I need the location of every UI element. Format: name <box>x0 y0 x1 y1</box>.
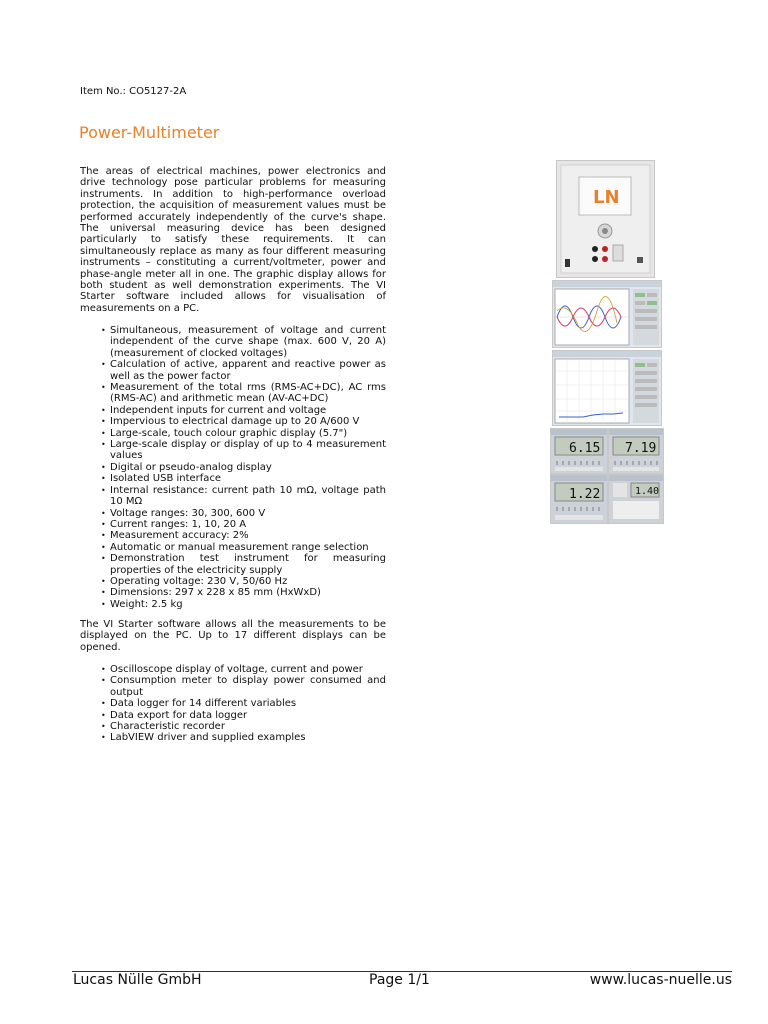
meter-screenshot <box>608 474 664 524</box>
list-item: • Current ranges: 1, 10, 20 A <box>80 519 386 530</box>
list-item: • Consumption meter to display power consumed and output <box>80 675 386 698</box>
list-item: • Data export for data logger <box>80 710 386 721</box>
software-feature-list <box>80 664 386 744</box>
list-item: • Digital or pseudo-analog display <box>80 462 386 473</box>
list-item: • Large-scale, touch colour graphic display (5.7") <box>80 428 386 439</box>
list-item: • Automatic or manual measurement range selection <box>80 542 386 553</box>
item-number: Item No.: CO5127-2A <box>80 86 187 97</box>
feature-list <box>80 325 386 610</box>
meter-reading: 1.22 <box>569 487 601 502</box>
datalogger-screenshot <box>552 350 662 426</box>
footer-website: www.lucas-nuelle.us <box>589 972 732 988</box>
meter-reading: 7.19 <box>625 441 657 456</box>
list-item: • Measurement of the total rms (RMS-AC+DC), AC rms (RMS-AC) and arithmetic mean (AV-AC+DC) <box>80 382 386 405</box>
list-item: • Isolated USB interface <box>80 473 386 484</box>
list-item: • Demonstration test instrument for measuring properties of the electricity supply <box>80 553 386 576</box>
list-item: • Weight: 2.5 kg <box>80 599 386 610</box>
meter-screenshot <box>608 428 664 474</box>
meter-reading: 6.15 <box>569 441 601 456</box>
software-paragraph: The VI Starter software allows all the measurements to be displayed on the PC. Up to 17 different displays can be opened. <box>80 619 386 653</box>
list-item: • Voltage ranges: 30, 300, 600 V <box>80 508 386 519</box>
list-item: • Measurement accuracy: 2% <box>80 530 386 541</box>
page-title: Power-Multimeter <box>79 123 220 142</box>
list-item: • Large-scale display or display of up to 4 measurement values <box>80 439 386 462</box>
meter-screenshot <box>550 428 608 474</box>
device-photo <box>556 160 655 278</box>
footer-page-number: Page 1/1 <box>369 972 430 988</box>
intro-paragraph: The areas of electrical machines, power electronics and drive technology pose particular problems for measuring instruments. In addition to high-performance overload protection, the acquisition of measurement values must be performed accurately independently of the curve's shape. The universal measuring device has been designed particularly to satisfy these requirements. It can simultaneously replace as many as four different measuring instruments – constituting a current/voltmeter, power and phase-angle meter all in one. The graphic display allows for both student as well demonstration experiments. The VI Starter software included allows for visualisation of measurements on a PC. <box>80 166 386 314</box>
list-item: • Simultaneous, measurement of voltage and current independent of the curve shape (max. 600 V, 20 A) (measurement of clocked voltages) <box>80 325 386 359</box>
meter-reading: 1.40 <box>635 486 660 497</box>
list-item: • LabVIEW driver and supplied examples <box>80 732 386 743</box>
list-item: • Calculation of active, apparent and reactive power as well as the power factor <box>80 359 386 382</box>
list-item: • Characteristic recorder <box>80 721 386 732</box>
list-item: • Dimensions: 297 x 228 x 85 mm (HxWxD) <box>80 587 386 598</box>
list-item: • Data logger for 14 different variables <box>80 698 386 709</box>
meter-screenshot <box>550 474 608 524</box>
oscilloscope-screenshot <box>552 280 662 348</box>
footer-company: Lucas Nülle GmbH <box>73 972 202 988</box>
list-item: • Impervious to electrical damage up to 20 A/600 V <box>80 416 386 427</box>
list-item: • Oscilloscope display of voltage, current and power <box>80 664 386 675</box>
list-item: • Internal resistance: current path 10 mΩ, voltage path 10 MΩ <box>80 485 386 508</box>
device-logo: LN <box>593 187 620 208</box>
list-item: • Independent inputs for current and voltage <box>80 405 386 416</box>
list-item: • Operating voltage: 230 V, 50/60 Hz <box>80 576 386 587</box>
